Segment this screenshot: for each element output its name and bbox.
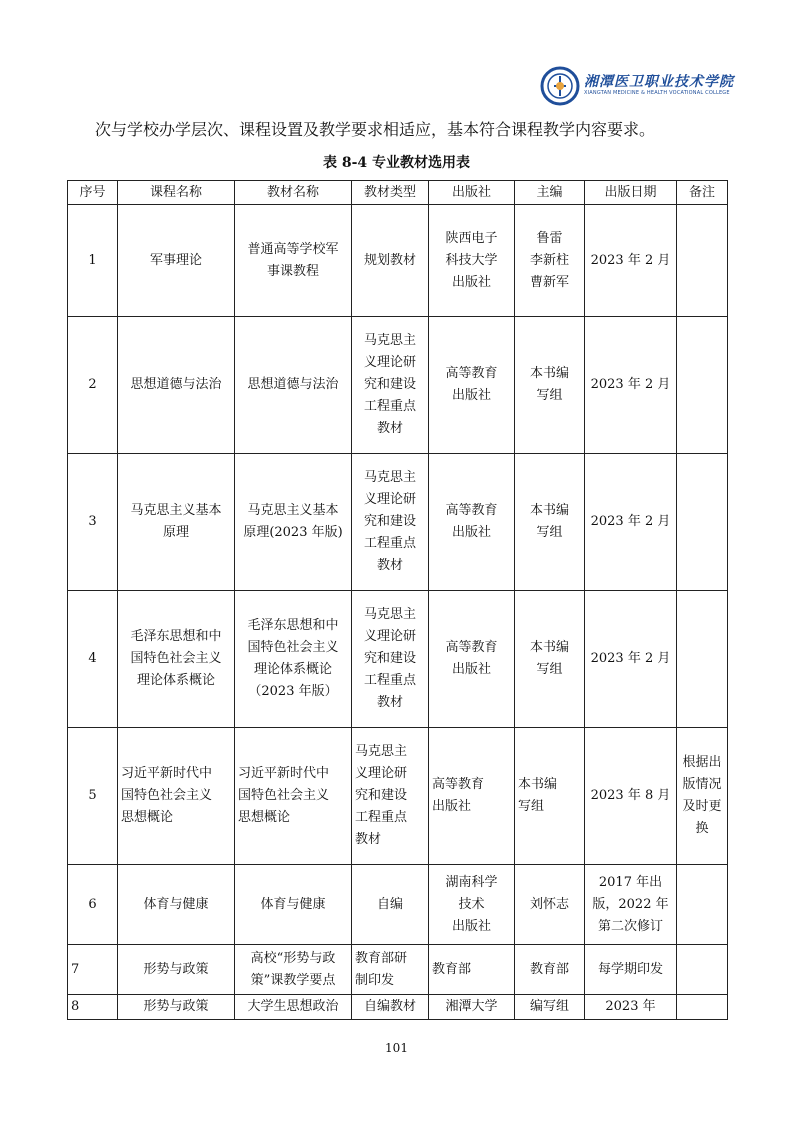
cell-type	[352, 454, 429, 591]
cell-textbook	[235, 205, 352, 317]
column-header: 出版社	[429, 181, 515, 205]
textbook-text: 思想道德与法治	[247, 377, 339, 392]
editor-text: 编写组	[529, 999, 569, 1014]
editor-text: 教育部	[529, 961, 569, 977]
textbook-text: 大学生思想政治	[247, 999, 339, 1014]
type-text: 规划教材	[363, 252, 416, 268]
textbook-text: 毛泽东思想和中 国特色社会主义 理论体系概论 （2023 年版）	[247, 618, 339, 699]
cell-note	[677, 317, 728, 454]
date-text: 2023 年 2 月	[590, 252, 671, 268]
note-text: 根据出 版情况 及时更 换	[682, 755, 722, 836]
cell-publisher	[429, 205, 515, 317]
course-text: 马克思主义基本 原理	[130, 503, 222, 540]
course-text: 形势与政策	[143, 999, 209, 1014]
cell-type	[352, 205, 429, 317]
table-row	[68, 865, 728, 945]
table-row	[68, 591, 728, 728]
cell-publisher	[429, 317, 515, 454]
course-text: 毛泽东思想和中 国特色社会主义 理论体系概论	[130, 629, 222, 688]
cell-date	[585, 591, 677, 728]
cell-note	[677, 205, 728, 317]
cell-editor	[515, 728, 585, 865]
textbook-text: 体育与健康	[260, 896, 326, 912]
table-row	[68, 945, 728, 995]
type-text: 自编	[376, 896, 403, 912]
table-row	[68, 728, 728, 865]
cell-editor	[515, 591, 585, 728]
cell-textbook	[235, 317, 352, 454]
textbook-text: 高校“形势与政 策”课教学要点	[250, 950, 336, 988]
cell-course	[118, 995, 235, 1020]
cell-no: 1	[68, 205, 118, 317]
editor-text: 本书编 写组	[529, 640, 569, 677]
table-caption: 表 8-4 专业教材选用表	[322, 155, 471, 171]
column-header: 出版日期	[585, 181, 677, 205]
column-header: 主编	[515, 181, 585, 205]
cell-editor	[515, 317, 585, 454]
date-text: 2023 年 2 月	[590, 651, 671, 666]
textbook-text: 习近平新时代中 国特色社会主义 思想概论	[238, 766, 330, 825]
logo-english-name: XIANGTAN MEDICINE & HEALTH VOCATIONAL COLLEGE	[584, 90, 730, 96]
cell-date	[585, 454, 677, 591]
course-text: 形势与政策	[143, 961, 209, 977]
college-logo	[540, 66, 734, 108]
cell-type	[352, 728, 429, 865]
cell-note	[677, 454, 728, 591]
publisher-text: 陕西电子 科技大学 出版社	[445, 230, 498, 290]
table-row	[68, 205, 728, 317]
column-header: 序号	[68, 181, 118, 205]
cell-date	[585, 317, 677, 454]
cell-type	[352, 945, 429, 995]
publisher-text: 湖南科学 技术 出版社	[445, 874, 498, 934]
column-header: 教材类型	[352, 181, 429, 205]
college-emblem-icon	[540, 66, 580, 106]
textbook-text: 马克思主义基本 原理(2023 年版)	[243, 503, 343, 540]
cell-type	[352, 865, 429, 945]
cell-no: 5	[68, 728, 118, 865]
cell-textbook	[235, 728, 352, 865]
cell-course	[118, 865, 235, 945]
type-text: 马克思主 义理论研 究和建设 工程重点 教材	[363, 470, 416, 573]
course-text: 体育与健康	[143, 896, 209, 912]
date-text: 2017 年出 版，2022 年 第二次修订	[592, 874, 669, 934]
cell-date	[585, 205, 677, 317]
cell-textbook	[235, 454, 352, 591]
cell-note	[677, 728, 728, 865]
course-text: 思想道德与法治	[130, 377, 222, 392]
cell-date	[585, 945, 677, 995]
cell-editor	[515, 945, 585, 995]
cell-publisher	[429, 865, 515, 945]
column-header: 教材名称	[235, 181, 352, 205]
date-text: 2023 年	[605, 999, 656, 1014]
column-header: 备注	[677, 181, 728, 205]
cell-publisher	[429, 728, 515, 865]
cell-textbook	[235, 995, 352, 1020]
date-text: 2023 年 8 月	[590, 788, 671, 803]
date-text: 2023 年 2 月	[590, 514, 671, 529]
cell-no: 8	[68, 995, 118, 1020]
cell-editor	[515, 995, 585, 1020]
intro-paragraph: 次与学校办学层次、课程设置及教学要求相适应，基本符合课程教学内容要求。	[95, 120, 656, 139]
cell-note	[677, 865, 728, 945]
cell-type	[352, 995, 429, 1020]
cell-note	[677, 591, 728, 728]
cell-type	[352, 591, 429, 728]
cell-date	[585, 865, 677, 945]
cell-editor	[515, 205, 585, 317]
cell-publisher	[429, 945, 515, 995]
page-number: 101	[385, 1041, 408, 1055]
cell-no: 4	[68, 591, 118, 728]
cell-note	[677, 945, 728, 995]
table-row	[68, 995, 728, 1020]
editor-text: 本书编 写组	[518, 777, 558, 814]
table-row	[68, 454, 728, 591]
cell-date	[585, 995, 677, 1020]
type-text: 马克思主 义理论研 究和建设 工程重点 教材	[363, 607, 416, 710]
cell-course	[118, 205, 235, 317]
publisher-text: 高等教育 出版社	[432, 777, 485, 814]
table-header-row	[68, 181, 728, 205]
date-text: 每学期印发	[597, 961, 663, 977]
cell-course	[118, 317, 235, 454]
cell-textbook	[235, 865, 352, 945]
course-text: 军事理论	[149, 252, 202, 268]
type-text: 自编教材	[363, 999, 416, 1014]
cell-publisher	[429, 591, 515, 728]
textbook-table	[67, 180, 728, 1020]
publisher-text: 湘潭大学	[445, 999, 498, 1014]
table-row	[68, 317, 728, 454]
course-text: 习近平新时代中 国特色社会主义 思想概论	[121, 766, 213, 825]
cell-course	[118, 945, 235, 995]
column-header: 课程名称	[118, 181, 235, 205]
cell-date	[585, 728, 677, 865]
editor-text: 本书编 写组	[529, 366, 569, 403]
cell-no: 2	[68, 317, 118, 454]
publisher-text: 高等教育 出版社	[445, 366, 498, 403]
cell-no: 6	[68, 865, 118, 945]
date-text: 2023 年 2 月	[590, 377, 671, 392]
cell-type	[352, 317, 429, 454]
logo-chinese-name: 湘潭医卫职业技术学院	[584, 74, 734, 90]
cell-editor	[515, 865, 585, 945]
editor-text: 刘怀志	[529, 896, 569, 912]
cell-course	[118, 728, 235, 865]
cell-course	[118, 591, 235, 728]
publisher-text: 高等教育 出版社	[445, 640, 498, 677]
editor-text: 本书编 写组	[529, 503, 569, 540]
publisher-text: 教育部	[432, 961, 472, 977]
cell-publisher	[429, 454, 515, 591]
cell-textbook	[235, 945, 352, 995]
cell-publisher	[429, 995, 515, 1020]
cell-textbook	[235, 591, 352, 728]
cell-note	[677, 995, 728, 1020]
cell-no: 3	[68, 454, 118, 591]
type-text: 马克思主 义理论研 究和建设 工程重点 教材	[363, 333, 416, 436]
cell-editor	[515, 454, 585, 591]
editor-text: 鲁雷 李新柱 曹新军	[529, 230, 569, 290]
cell-no: 7	[68, 945, 118, 995]
publisher-text: 高等教育 出版社	[445, 503, 498, 540]
textbook-text: 普通高等学校军 事课教程	[247, 241, 339, 279]
type-text: 教育部研 制印发	[355, 950, 408, 988]
cell-course	[118, 454, 235, 591]
type-text: 马克思主 义理论研 究和建设 工程重点 教材	[355, 744, 408, 847]
